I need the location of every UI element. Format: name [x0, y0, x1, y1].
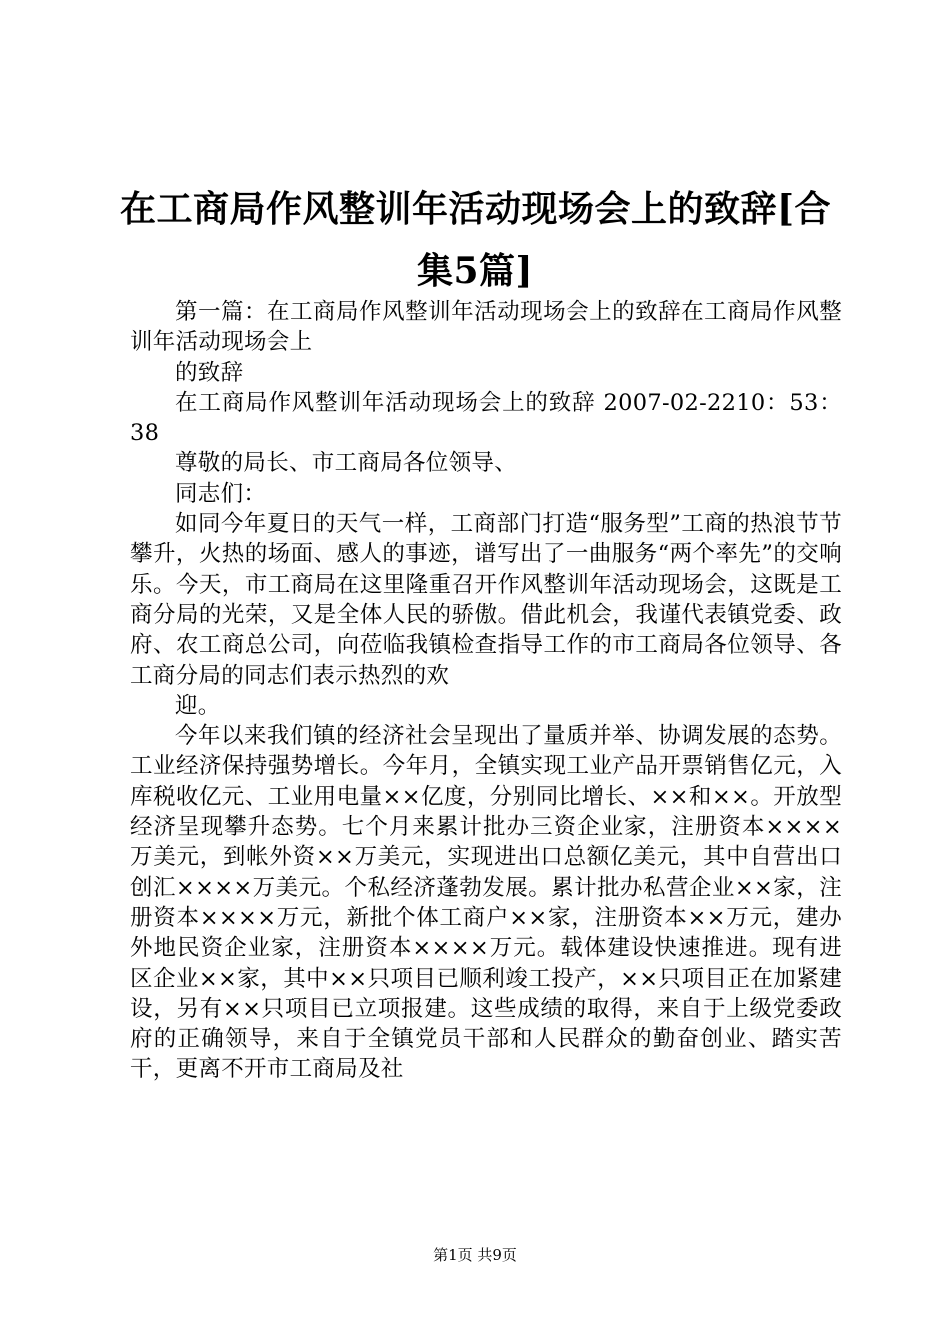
title-line-1: 在工商局作风整训年活动现场会上的致辞[合: [120, 188, 832, 230]
paragraph-dateline: 在工商局作风整训年活动现场会上的致辞 2007-02-2210：53：38: [130, 389, 842, 447]
paragraph-heading-continued: 的致辞: [175, 359, 244, 386]
paragraph-salutation: 尊敬的局长、市工商局各位领导、: [175, 450, 518, 477]
page-number-footer: 第1页 共9页: [433, 1246, 517, 1264]
paragraph-welcome: 如同今年夏日的天气一样，工商部门打造“服务型”工商的热浪节节攀升，火热的场面、感人的事迹，谱写出了一曲服务“两个率先”的交响乐。今天，市工商局在这里隆重召开作风整训年活动现场会，这既是工商分局的光荣，又是全体人民的骄傲。借此机会，我谨代表镇党委、政府、农工商总公司，向莅临我镇检查指导工作的市工商局各位领导、各工商分局的同志们表示热烈的欢: [130, 511, 842, 689]
title-line-2: 集5篇]: [416, 250, 534, 292]
document-body: [130, 297, 842, 1085]
document-title: [120, 178, 830, 302]
paragraph-heading: 第一篇：在工商局作风整训年活动现场会上的致辞在工商局作风整训年活动现场会上: [130, 299, 842, 356]
paragraph-welcome-end: 迎。: [175, 692, 221, 719]
paragraph-salutation-2: 同志们：: [175, 480, 267, 507]
paragraph-achievements: 今年以来我们镇的经济社会呈现出了量质并举、协调发展的态势。工业经济保持强势增长。今年月，全镇实现工业产品开票销售亿元，入库税收亿元、工业用电量××亿度，分别同比增长、××和××。开放型经济呈现攀升态势。七个月来累计批办三资企业家，注册资本××××万美元，到帐外资××万美元，实现进出口总额亿美元，其中自营出口创汇××××万美元。个私经济蓬勃发展。累计批办私营企业××家，注册资本××××万元，新批个体工商户××家，注册资本××万元，建办外地民资企业家，注册资本××××万元。载体建设快速推进。现有进区企业××家，其中××只项目已顺利竣工投产，××只项目正在加紧建设，另有××只项目已立项报建。这些成绩的取得，来自于上级党委政府的正确领导，来自于全镇党员干部和人民群众的勤奋创业、踏实苦干，更离不开市工商局及社: [130, 723, 842, 1083]
